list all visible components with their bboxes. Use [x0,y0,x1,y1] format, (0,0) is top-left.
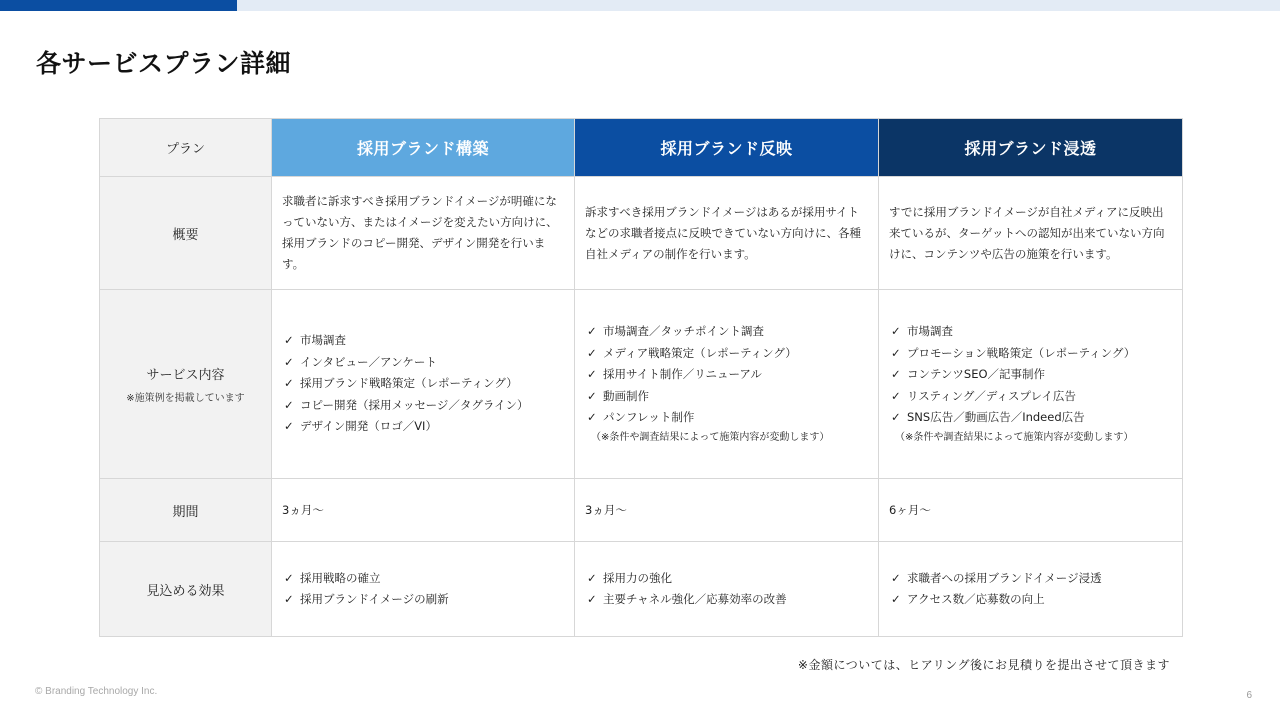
list-item: ✓ アクセス数／応募数の向上 [889,589,1172,611]
effects-cell [272,542,575,637]
effects-list [585,568,868,611]
list-item: ✓ 求職者への採用ブランドイメージ浸透 [889,568,1172,590]
list-item: ✓ コピー開発（採用メッセージ／タグライン） [282,395,564,417]
row-label-services-sublabel: ※施策例を掲載しています [126,393,245,404]
services-note: （※条件や調査結果によって施策内容が変動します） [895,431,1134,443]
list-item: ✓ 採用力の強化 [585,568,868,590]
services-cell [575,290,879,479]
effects-cell [879,542,1183,637]
services-list [889,321,1172,429]
table-row-overview [100,177,1183,290]
overview-cell: すでに採用ブランドイメージが自社メディアに反映出来ているが、ターゲットへの認知が出来ていない方向けに、コンテンツや広告の施策を行います。 [879,177,1183,290]
row-label-services [100,290,272,479]
overview-cell: 訴求すべき採用ブランドイメージはあるが採用サイトなどの求職者接点に反映できていない方向けに、各種自社メディアの制作を行います。 [575,177,879,290]
list-item: ✓ 市場調査 [889,321,1172,343]
effects-list [889,568,1172,611]
period-cell: 3ヵ月〜 [272,479,575,542]
list-item: ✓ 主要チャネル強化／応募効率の改善 [585,589,868,611]
row-label-effects: 見込める効果 [100,542,272,637]
plan-header-brand-penetration: 採用ブランド浸透 [879,119,1183,177]
services-cell [272,290,575,479]
overview-cell: 求職者に訴求すべき採用ブランドイメージが明確になっていない方、またはイメージを変えたい方向けに、採用ブランドのコピー開発、デザイン開発を行います。 [272,177,575,290]
list-item: ✓ 市場調査／タッチポイント調査 [585,321,868,343]
list-item: ✓ 採用サイト制作／リニューアル [585,364,868,386]
list-item: ✓ リスティング／ディスプレイ広告 [889,386,1172,408]
list-item: ✓ 市場調査 [282,330,564,352]
row-label-services-text: サービス内容 [146,368,225,383]
row-label-period: 期間 [100,479,272,542]
top-accent-bar [0,0,237,11]
page-number: 6 [1246,690,1252,701]
services-list [282,330,564,438]
corner-label: プラン [100,119,272,177]
services-list [585,321,868,429]
list-item: ✓ デザイン開発（ロゴ／VI） [282,416,564,438]
list-item: ✓ SNS広告／動画広告／Indeed広告 [889,407,1172,429]
page-title: 各サービスプラン詳細 [36,49,292,78]
top-accent-bar-light [237,0,1280,11]
plan-comparison-table [99,118,1183,637]
table-row-period [100,479,1183,542]
period-cell: 3ヵ月〜 [575,479,879,542]
list-item: ✓ コンテンツSEO／記事制作 [889,364,1172,386]
copyright: © Branding Technology Inc. [35,686,158,697]
period-cell: 6ヶ月〜 [879,479,1183,542]
list-item: ✓ パンフレット制作 [585,407,868,429]
list-item: ✓ 動画制作 [585,386,868,408]
table-row-services [100,290,1183,479]
services-cell [879,290,1183,479]
pricing-footnote: ※金額については、ヒアリング後にお見積りを提出させて頂きます [797,658,1170,672]
table-row-effects [100,542,1183,637]
services-note: （※条件や調査結果によって施策内容が変動します） [591,431,830,443]
list-item: ✓ インタビュー／アンケート [282,352,564,374]
row-label-overview: 概要 [100,177,272,290]
list-item: ✓ プロモーション戦略策定（レポーティング） [889,343,1172,365]
plan-header-brand-building: 採用ブランド構築 [272,119,575,177]
plan-header-brand-reflection: 採用ブランド反映 [575,119,879,177]
effects-list [282,568,564,611]
list-item: ✓ 採用戦略の確立 [282,568,564,590]
list-item: ✓ 採用ブランドイメージの刷新 [282,589,564,611]
list-item: ✓ メディア戦略策定（レポーティング） [585,343,868,365]
list-item: ✓ 採用ブランド戦略策定（レポーティング） [282,373,564,395]
effects-cell [575,542,879,637]
table-header-row [100,119,1183,177]
